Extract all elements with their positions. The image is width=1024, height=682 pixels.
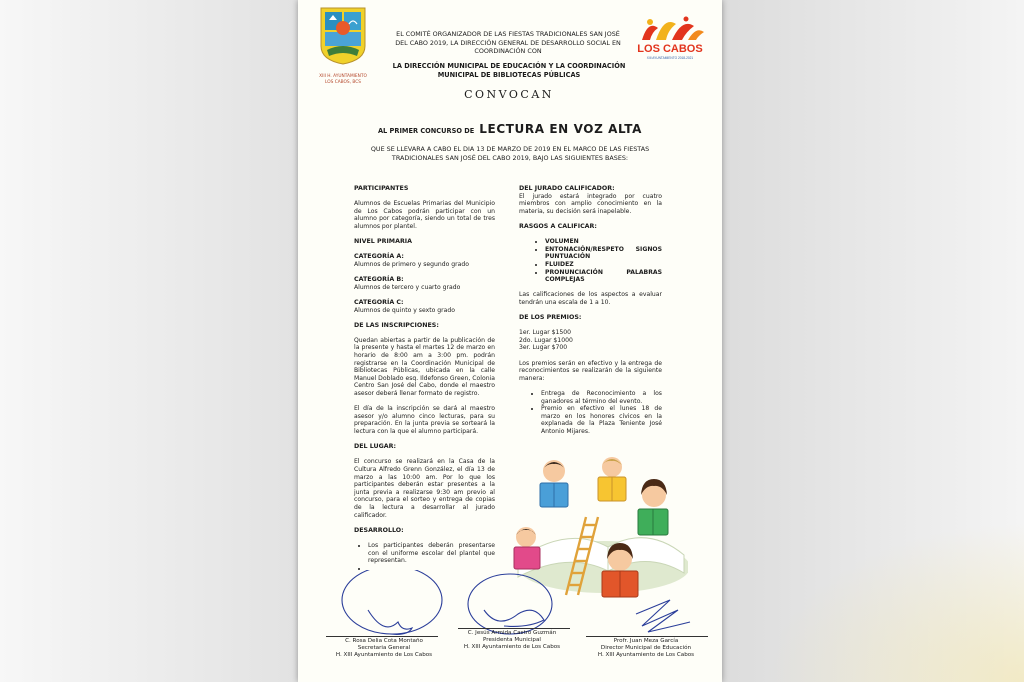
contest-pre: AL PRIMER CONCURSO DE xyxy=(377,127,475,135)
background-glow xyxy=(764,522,1024,682)
ayuntamiento-line: XIII H. AYUNTAMIENTO xyxy=(319,74,367,79)
lugar-heading: DEL LUGAR: xyxy=(354,443,397,451)
categoria-a-text: Alumnos de primero y segundo grado xyxy=(354,260,470,268)
signature-scribbles xyxy=(342,570,690,634)
intro-organizations xyxy=(386,62,632,80)
signatory-org: H. XIII Ayuntamiento de Los Cabos xyxy=(463,644,561,650)
participantes-text: Alumnos de Escuelas Primarias del Municipio de Los Cabos podrán participar con un alumno por categoría, siendo un total de tres alumnos por plantel. xyxy=(354,200,495,230)
rasgos-list xyxy=(519,238,662,284)
signatory-name: C. Jesús Armida Castro Guzmán xyxy=(467,630,557,636)
signatory-org: H. XIII Ayuntamiento de Los Cabos xyxy=(597,652,695,658)
logo-name: LOS CABOS xyxy=(637,43,703,55)
left-column xyxy=(354,185,495,572)
categoria-b-text: Alumnos de tercero y cuarto grado xyxy=(354,283,461,291)
desarrollo-list xyxy=(354,542,495,572)
inscripciones-text-1: Quedan abiertas a partir de la publicación de la presente y hasta el martes 12 de marzo en horario de 8:00 am a 3:00 pm. podrán registrarse en la Coordinación Municipal de Bibliotecas Públicas, ubicada en la calle Manuel Doblado esq. Ildefonso Green, Colonia Centro San José del Cabo, donde el maestro asesor deberá llenar formato de registro. xyxy=(354,336,495,398)
lugar-text: El concurso se realizará en la Casa de la Cultura Alfredo Grenn González, el día 13 de marzo a las 10:00 am. Por lo que los participantes deberán estar presentes a la junta previa a realizarse 9:30 am previo al concurso, para el sorteo y entrega de copias de la lectura a desarrollar al jurado calificador. xyxy=(354,458,495,519)
escala-text: Las calificaciones de los aspectos a evaluar tendrán una escala de 1 a 10. xyxy=(519,291,662,306)
ayuntamiento-caption xyxy=(310,74,376,86)
contest-subtitle xyxy=(358,145,662,163)
signatory-role: Presidenta Municipal xyxy=(483,637,541,643)
premio-item: 2do. Lugar $1000 xyxy=(519,336,573,344)
logo-tagline: XIII AYUNTAMIENTO 2018-2021 xyxy=(646,56,694,60)
desarrollo-heading: DESARROLLO: xyxy=(354,526,404,534)
signature-block xyxy=(448,630,576,651)
rasgo-item: • ENTONACIÓN/RESPETO SIGNOS PUNTUACIÓN xyxy=(545,246,662,261)
los-cabos-logo xyxy=(628,14,712,64)
jurado-heading: DEL JURADO CALIFICADOR: xyxy=(519,185,615,192)
subtitle-line: TRADICIONALES SAN JOSÉ DEL CABO 2019, BAJO LAS SIGUIENTES BASES: xyxy=(391,153,629,162)
intro-line: DEL CABO 2019, LA DIRECCIÓN GENERAL DE DESARROLLO SOCIAL EN xyxy=(395,38,621,47)
rasgo-item: • PRONUNCIACIÓN PALABRAS COMPLEJAS xyxy=(545,269,662,284)
background-left xyxy=(0,0,298,682)
categoria-b-heading: CATEGORÍA B: xyxy=(354,276,404,284)
entrega-item: • Entrega de Reconocimiento a los ganadores al término del evento. xyxy=(541,390,662,405)
signature-block xyxy=(320,638,448,659)
nivel-heading: NIVEL PRIMARIA xyxy=(354,238,413,246)
participantes-heading: PARTICIPANTES xyxy=(354,185,409,192)
signatory-org: H. XIII Ayuntamiento de Los Cabos xyxy=(335,652,433,658)
intro-text xyxy=(388,30,628,56)
subtitle-line: QUE SE LLEVARA A CABO EL DIA 13 DE MARZO DE 2019 EN EL MARCO DE LAS FIESTAS xyxy=(370,145,650,153)
signatures-area xyxy=(298,570,722,682)
intro-line: EL COMITÉ ORGANIZADOR DE LAS FIESTAS TRADICIONALES SAN JOSÉ xyxy=(396,30,620,38)
entrega-item: • Premio en efectivo el lunes 18 de marzo en los honores cívicos en la explanada de la Plaza Teniente José Antonio Mijares. xyxy=(541,405,662,435)
entrega-list xyxy=(519,390,662,436)
signatory-role: Director Municipal de Educación xyxy=(600,645,692,651)
rasgo-item: • VOLUMEN xyxy=(545,238,662,246)
signatory-name: Profr. Juan Meza García xyxy=(613,638,679,644)
categoria-c-text: Alumnos de quinto y sexto grado xyxy=(354,306,455,314)
entrega-text: Los premios serán en efectivo y la entrega de reconocimientos se realizarán de la siguiente manera: xyxy=(519,359,662,382)
signature-block xyxy=(576,638,716,659)
jurado-text: El jurado estará integrado por cuatro miembros con amplio conocimiento en la materia, su decisión será inapelable. xyxy=(519,192,662,215)
inscripciones-heading: DE LAS INSCRIPCIONES: xyxy=(354,321,439,329)
background-right xyxy=(722,0,1024,682)
intro-line: COORDINACIÓN CON xyxy=(474,47,542,56)
rasgos-heading: RASGOS A CALIFICAR: xyxy=(519,222,597,230)
inscripciones-text-2: El día de la inscripción se dará al maestro asesor y/o alumno cinco lecturas, para su preparación. En la junta previa se sorteará la lectura con la que el alumno participará. xyxy=(354,405,495,435)
premios-heading: DE LOS PREMIOS: xyxy=(519,314,582,322)
contest-title xyxy=(338,118,682,137)
intro2-line: LA DIRECCIÓN MUNICIPAL DE EDUCACIÓN Y LA COORDINACIÓN xyxy=(392,62,626,70)
categoria-a-heading: CATEGORÍA A: xyxy=(354,253,404,261)
signatory-name: C. Rosa Delia Cota Montaño xyxy=(345,638,423,644)
flyer-document xyxy=(298,0,722,682)
categoria-c-heading: CATEGORÍA C: xyxy=(354,298,404,306)
coat-of-arms-icon xyxy=(319,6,367,66)
right-column xyxy=(519,185,662,436)
convocan-title: CONVOCAN xyxy=(464,88,554,101)
contest-name: LECTURA EN VOZ ALTA xyxy=(479,122,643,136)
premio-item: 1er. Lugar $1500 xyxy=(519,329,572,337)
desarrollo-item: • Los participantes deberán presentarse con el uniforme escolar del plantel que representan. xyxy=(368,542,495,565)
rasgo-item: • FLUIDEZ xyxy=(545,261,662,269)
premio-item: 3er. Lugar $700 xyxy=(519,344,568,352)
signatory-role: Secretaria General xyxy=(357,645,411,651)
ayuntamiento-line: LOS CABOS, BCS xyxy=(325,80,361,85)
intro2-line: MUNICIPAL DE BIBLIOTECAS PÚBLICAS xyxy=(437,70,581,79)
